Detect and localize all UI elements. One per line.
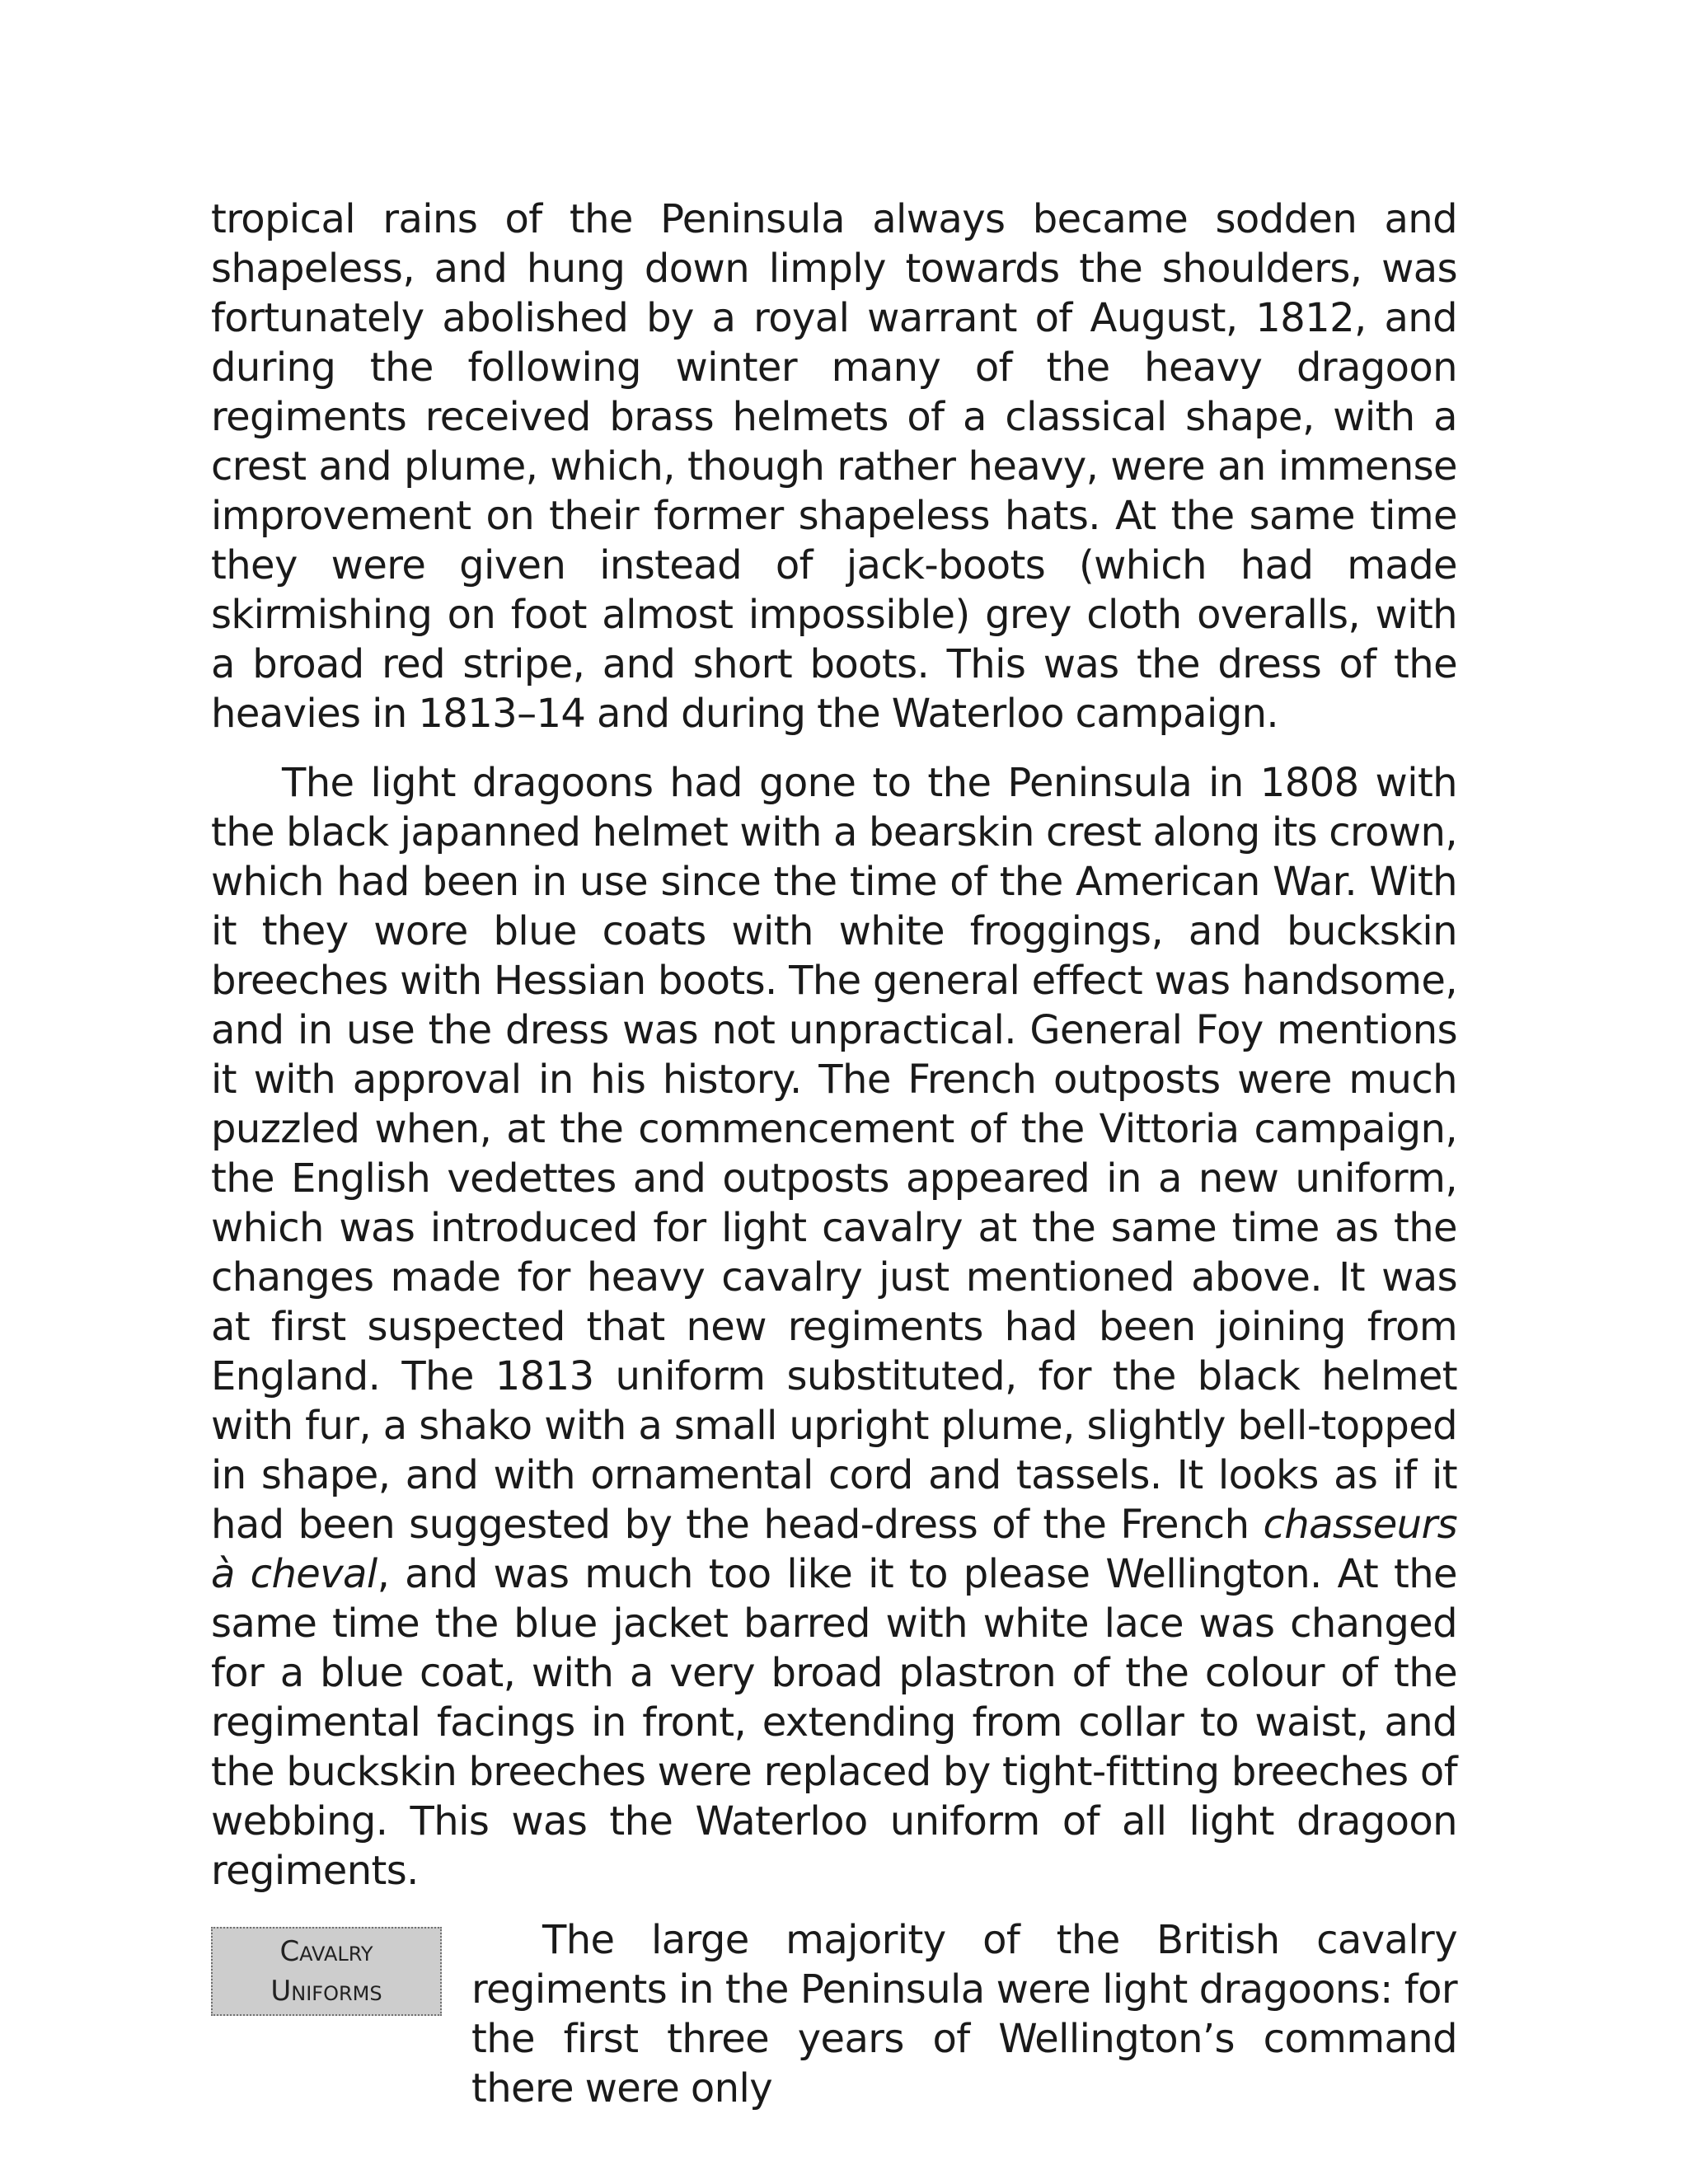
paragraph-text: The light dragoons had gone to the Peninsula in 1808 with the black japanned helmet with a bearskin crest along its crown, which had been in use since the time of the American War. With it they wore blue coats with white froggings, and buckskin breeches with Hessian boots. The general effect was handsome, and in use the dress was not unpractical. General Foy mentions it with approval in his history. The French outposts were much puzzled when, at the commencement of the Vittoria campaign, the English vedettes and outposts appeared in a new uniform, which was introduced for light cavalry at the same time as the changes made for heavy cavalry just mentioned above. It was at first suspected that new regiments had been joining from England. The 1813 uniform substituted, for the black helmet with fur, a shako with a small upright plume, slightly bell-topped in shape, and with ornamental cord and tassels. It looks as if it had been suggested by the head-dress of the French	[211, 760, 1457, 1548]
paragraph-majority-light-dragoons: The large majority of the British cavalry regiments in the Peninsula were light dragoons: for the first three years of Wellington’s command there were only	[471, 1917, 1457, 2111]
sidenote-line: Cavalry	[279, 1935, 373, 1968]
paragraph-heavy-dragoons: tropical rains of the Peninsula always became sodden and shapeless, and hung down limply towards the shoulders, was fortunately abolished by a royal warrant of August, 1812, and during the following winter many of the heavy dragoon regiments received brass helmets of a classical shape, with a crest and plume, which, though rather heavy, were an immense improvement on their former shapeless hats. At the same time they were given instead of jack-boots (which had made skirmishing on foot almost impossible) grey cloth overalls, with a broad red stripe, and short boots. This was the dress of the heavies in 1813–14 and during the Waterloo campaign.	[211, 196, 1457, 737]
sidenote-line: Uniforms	[270, 1975, 382, 2008]
paragraph-light-dragoons	[211, 758, 1457, 1896]
page-body	[211, 194, 1457, 2113]
paragraph-text: , and was much too like it to please Wellington. At the same time the blue jacket barred with white lace was changed for a blue coat, with a very broad plastron of the colour of the regimental facings in front, extending from collar to waist, and the buckskin breeches were replaced by tight-fitting breeches of webbing. This was the Waterloo uniform of all light dragoon regiments.	[211, 1551, 1457, 1894]
sidenote-adjacent-text	[471, 1915, 1457, 2113]
italic-term: chasseurs à cheval	[211, 1502, 1457, 1597]
sidenote-section	[211, 1915, 1457, 2113]
sidenote-box	[211, 1927, 442, 2016]
